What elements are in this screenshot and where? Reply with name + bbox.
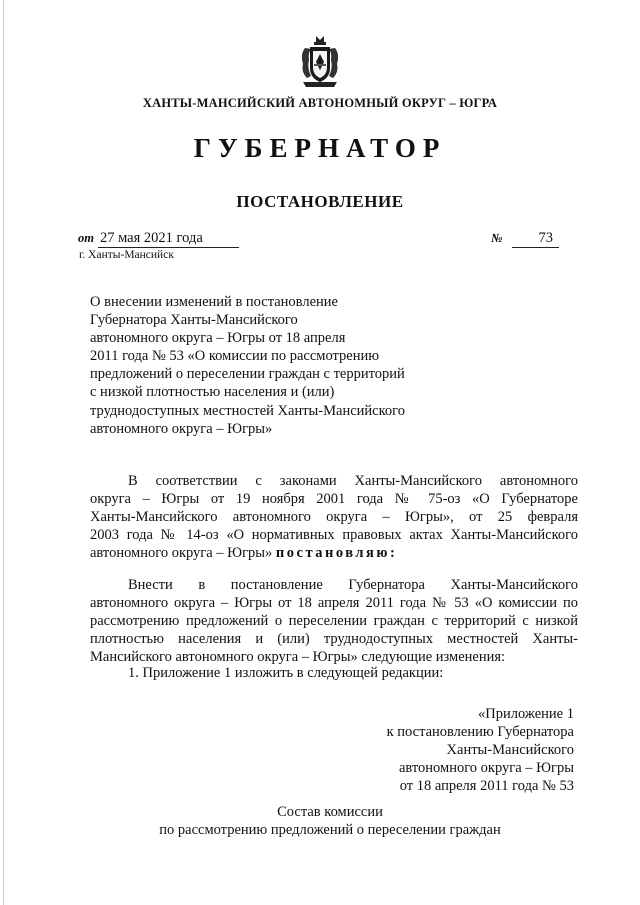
- coat-of-arms-icon: [297, 34, 343, 90]
- appendix-line: к постановлению Губернатора: [386, 724, 574, 741]
- amendment-paragraph: [90, 576, 578, 666]
- document-type: ПОСТАНОВЛЕНИЕ: [236, 192, 404, 211]
- commission-heading: [0, 803, 640, 839]
- authority-title: ГУБЕРНАТОР: [193, 133, 447, 163]
- appendix-line: «Приложение 1: [478, 706, 574, 722]
- paragraph-line: рассмотрению предложений о переселении граждан с территорий с низкой: [90, 613, 578, 630]
- paragraph-line: автономного округа – Югры от 18 апреля 2011 года № 53 «О комиссии по: [90, 595, 578, 612]
- decree-subject: [90, 293, 430, 438]
- paragraph-line: плотностью населения и (или) труднодоступных местностей Ханты-: [90, 631, 578, 648]
- paragraph-line: округа – Югры от 19 ноября 2001 года № 75-оз «О Губернаторе: [90, 491, 578, 508]
- appendix-line: автономного округа – Югры: [398, 760, 574, 777]
- heading-line: по рассмотрению предложений о переселении граждан: [159, 822, 501, 839]
- amendment-item-1: 1. Приложение 1 изложить в следующей редакции:: [128, 665, 444, 681]
- region-name: ХАНТЫ-МАНСИЙСКИЙ АВТОНОМНЫЙ ОКРУГ – ЮГРА: [142, 96, 498, 110]
- paragraph-line: 2003 года № 14-оз «О нормативных правовых актах Ханты-Мансийского: [90, 527, 578, 544]
- subject-line: труднодоступных местностей Ханты-Мансийского: [90, 402, 405, 419]
- paragraph-line: Мансийского автономного округа – Югры» следующие изменения:: [90, 649, 506, 666]
- paragraph-line: Ханты-Мансийского автономного округа – Югры», от 25 февраля: [90, 509, 578, 526]
- subject-line: автономного округа – Югры»: [90, 420, 273, 437]
- preamble-paragraph: [90, 472, 578, 562]
- paragraph-line: [90, 544, 578, 562]
- subject-line: О внесении изменений в постановление: [90, 294, 338, 310]
- decree-date: [78, 230, 239, 248]
- subject-line: 2011 года № 53 «О комиссии по рассмотрению: [90, 348, 380, 365]
- paragraph-line: В соответствии с законами Ханты-Мансийского автономного: [128, 473, 578, 489]
- appendix-line: от 18 апреля 2011 года № 53: [399, 778, 574, 795]
- date-value: 27 мая 2021 года: [98, 230, 239, 248]
- subject-line: с низкой плотностью населения и (или): [90, 384, 335, 401]
- number-prefix: №: [491, 231, 503, 245]
- date-prefix: от: [78, 231, 94, 245]
- subject-line: автономного округа – Югры от 18 апреля: [90, 330, 346, 347]
- subject-line: предложений о переселении граждан с территорий: [90, 366, 405, 383]
- place-of-issue: г. Ханты-Мансийск: [79, 249, 174, 261]
- number-value: 73: [512, 230, 559, 248]
- paragraph-line: Внести в постановление Губернатора Ханты-Мансийского: [128, 577, 578, 593]
- appendix-reference: [387, 705, 574, 795]
- heading-line: Состав комиссии: [277, 804, 383, 820]
- paragraph-line-text: автономного округа – Югры»: [90, 545, 273, 562]
- appendix-line: Ханты-Мансийского: [446, 742, 574, 759]
- subject-line: Губернатора Ханты-Мансийского: [90, 312, 298, 329]
- decree-number: [491, 230, 559, 248]
- resolve-word: постановляю:: [275, 545, 398, 562]
